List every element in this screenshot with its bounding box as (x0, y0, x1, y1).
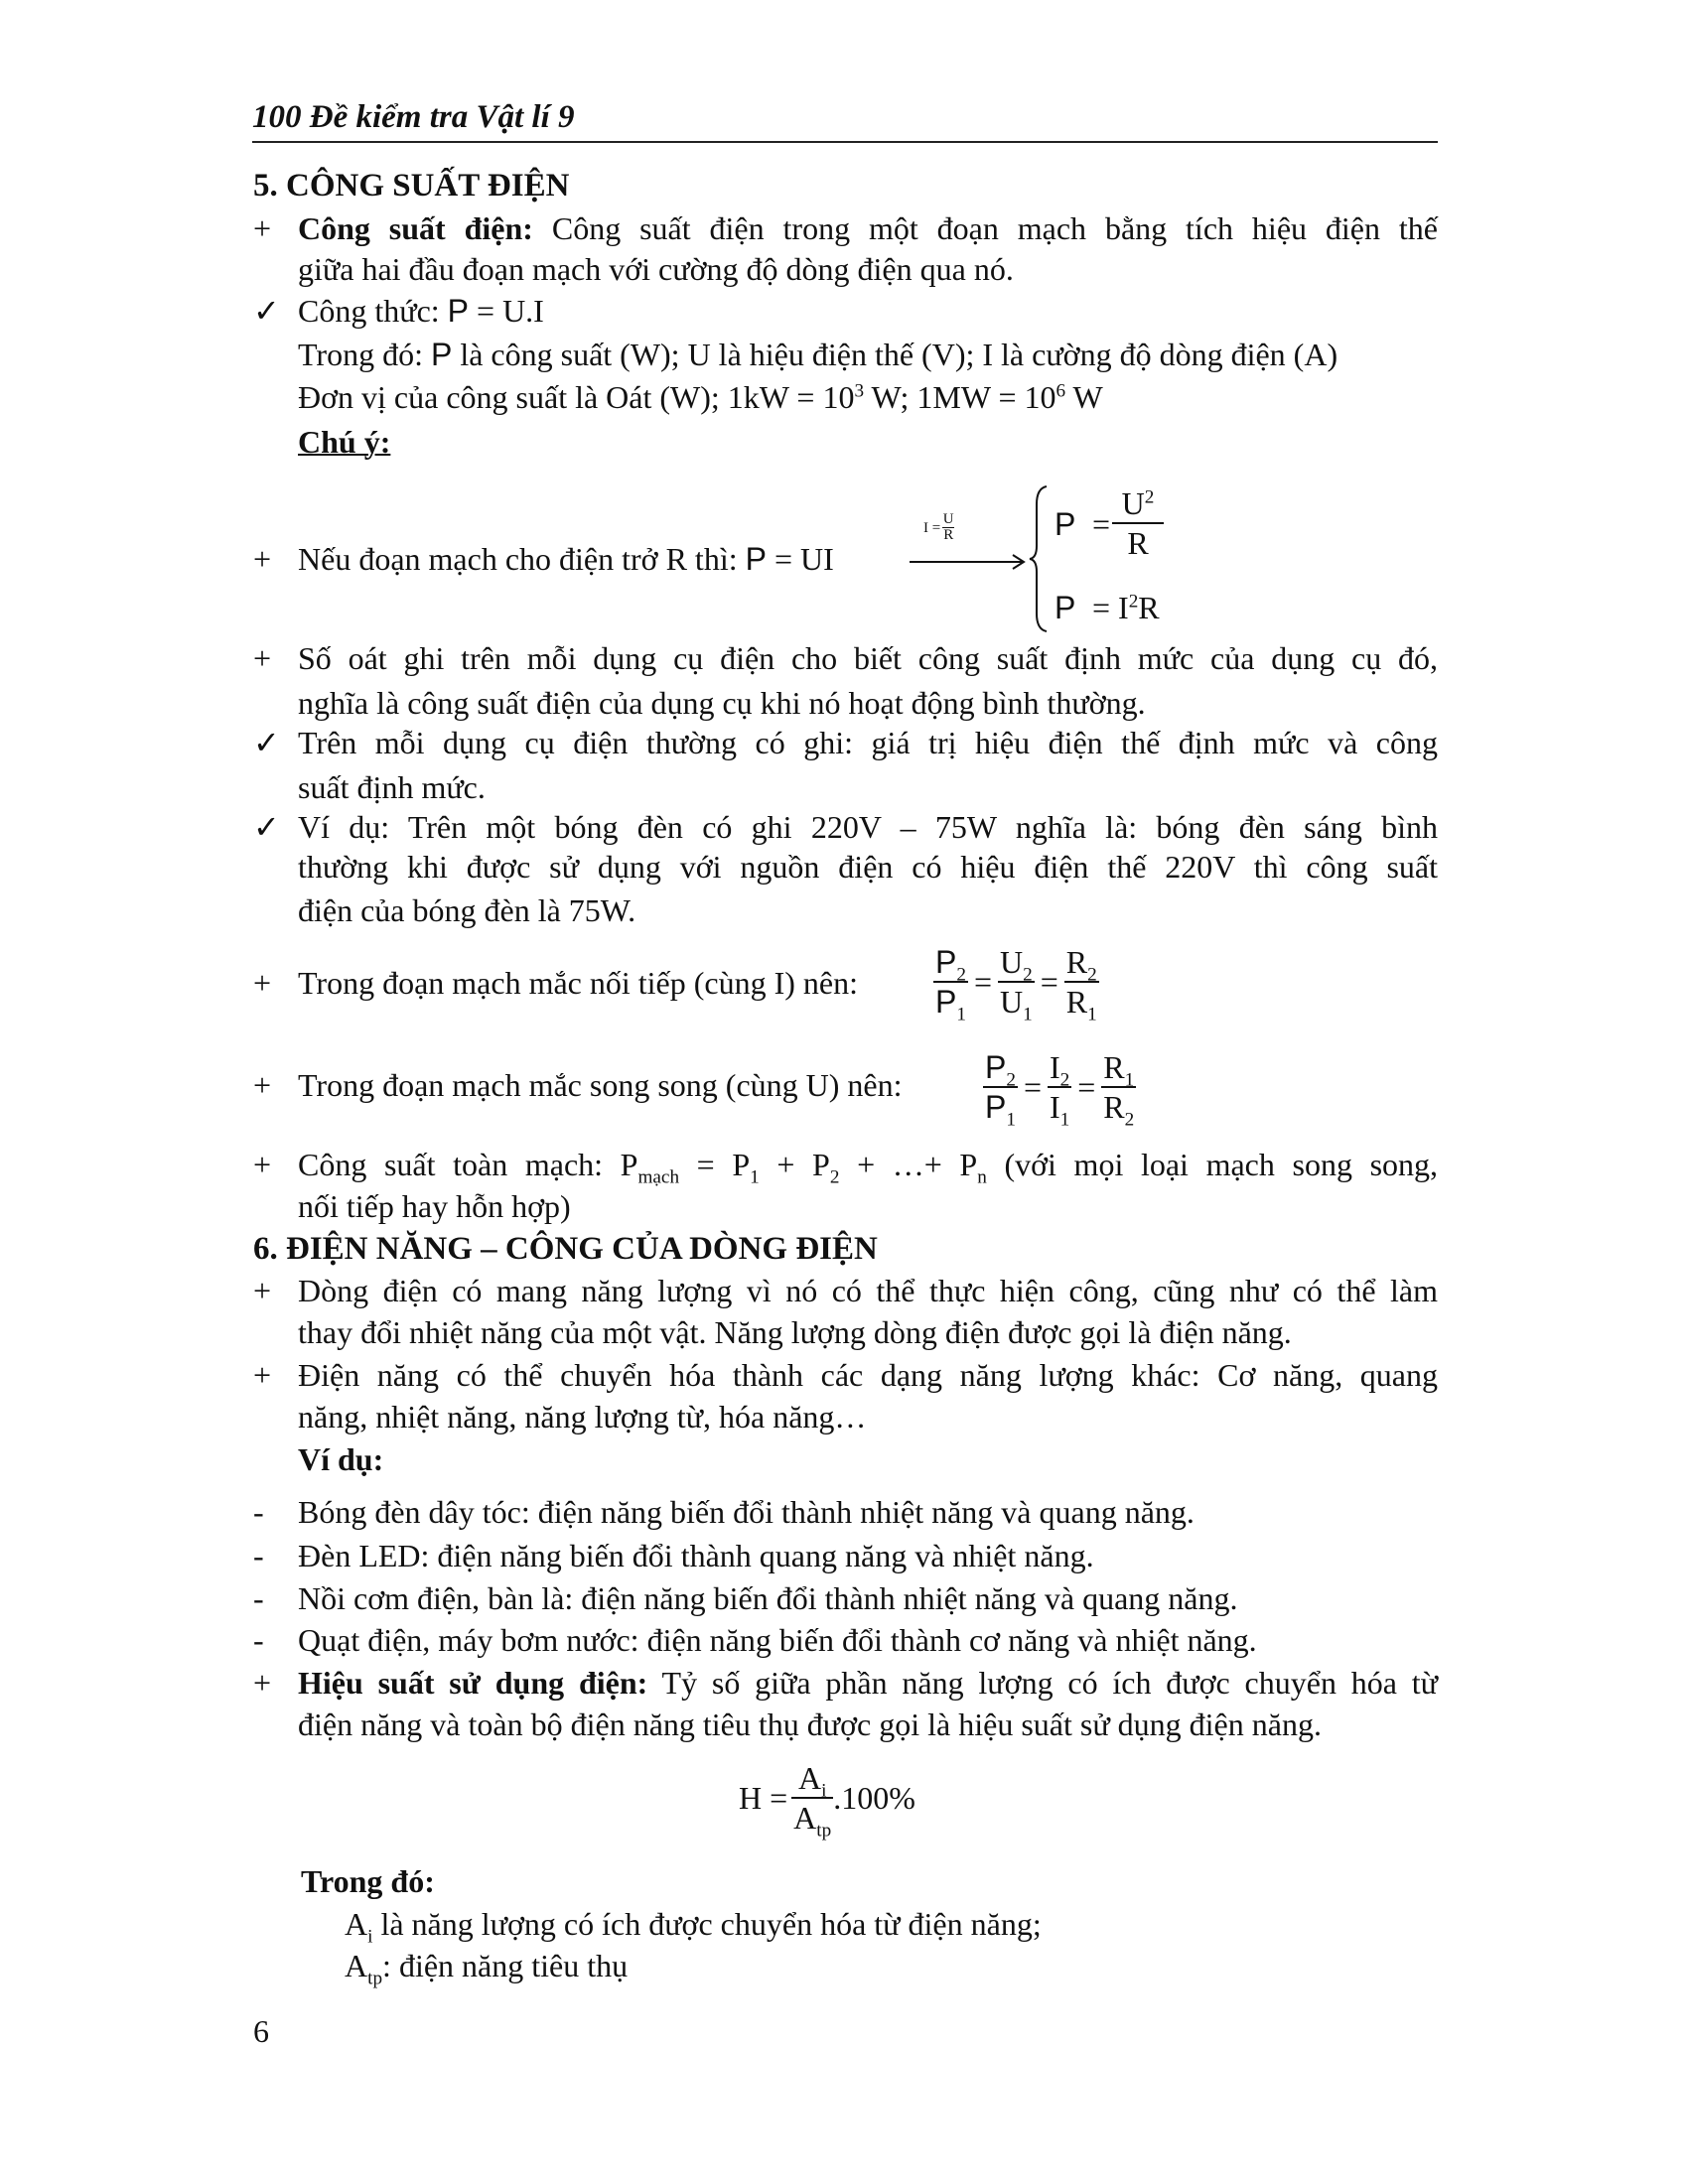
case2-formula: = $I^2R$ (1092, 590, 1160, 625)
power-definition-line-2: giữa hai đầu đoạn mạch với cường độ dòng điện qua nó. (298, 251, 1014, 287)
parallel-ratio-formula (983, 1048, 1136, 1131)
section-6-heading: 6. ĐIỆN NĂNG – CÔNG CỦA DÒNG ĐIỆN (253, 1231, 878, 1267)
series-ratio-formula (933, 943, 1099, 1025)
running-header: 100 Đề kiểm tra Vật lí 9 (252, 99, 575, 135)
plus-bullet-icon: + (253, 965, 272, 1001)
check-bullet-icon: ✓ (253, 293, 280, 329)
where-heading: Trong đó: (301, 1863, 435, 1899)
example-item: Quạt điện, máy bơm nước: điện năng biến đổi thành cơ năng và nhiệt năng. (298, 1622, 1257, 1658)
dash-bullet-icon: - (253, 1494, 264, 1530)
ratio-fraction: $\frac{U_2}{U_1}$ (999, 944, 1033, 1025)
ratio-fraction: $\frac{I_2}{I_1}$ (1049, 1049, 1070, 1131)
ratio-fraction: $\frac{P_2}{P_1}$ (985, 1049, 1016, 1131)
efficiency-label: Hiệu suất sử dụng điện: (298, 1665, 648, 1701)
plus-bullet-icon: + (253, 1067, 272, 1103)
resistor-formula-text: Nếu đoạn mạch cho điện trở R thì: P = UI (298, 541, 834, 577)
equals-sign: = (1023, 1068, 1042, 1105)
dash-bullet-icon: - (253, 1622, 264, 1658)
energy-line-1: Dòng điện có mang năng lượng vì nó có thể thực hiện công, cũng như có thể làm (298, 1273, 1438, 1308)
ratio-fraction: $\frac{P_2}{P_1}$ (935, 944, 966, 1025)
equals-sign: = (1077, 1068, 1096, 1105)
example-heading: Ví dụ: (298, 1441, 384, 1477)
equals-sign: = (973, 963, 992, 1000)
example-item: Bóng đèn dây tóc: điện năng biến đổi thành nhiệt năng và quang năng. (298, 1494, 1195, 1530)
plus-bullet-icon: + (253, 640, 272, 676)
dash-bullet-icon: - (253, 1538, 264, 1573)
total-power-line-2: nối tiếp hay hỗn hợp) (298, 1188, 571, 1224)
note-heading: Chú ý: (298, 424, 391, 460)
formula-legend-line: Trong đó: P là công suất (W); U là hiệu điện thế (V); I là cường độ dòng điện (A) (298, 337, 1338, 372)
energy-line-2: thay đổi nhiệt năng của một vật. Năng lượng dòng điện được gọi là điện năng. (298, 1314, 1292, 1350)
device-label-line-1: Trên mỗi dụng cụ điện thường có ghi: giá trị hiệu điện thế định mức và công (298, 725, 1438, 760)
plus-bullet-icon: + (253, 1357, 272, 1393)
arrow-with-ohm-law: I = U R (910, 512, 1029, 572)
parallel-circuit-text: Trong đoạn mạch mắc song song (cùng U) nên: (298, 1067, 903, 1103)
efficiency-line-1: Hiệu suất sử dụng điện: Tỷ số giữa phần năng lượng có ích được chuyển hóa từ (298, 1665, 1439, 1701)
device-label-line-2: suất định mức. (298, 769, 486, 805)
example-item: Nồi cơm điện, bàn là: điện năng biến đổi thành nhiệt năng và quang năng. (298, 1580, 1238, 1616)
efficiency-line-2: điện năng và toàn bộ điện năng tiêu thụ được gọi là hiệu suất sử dụng điện năng. (298, 1706, 1322, 1742)
check-bullet-icon: ✓ (253, 809, 280, 845)
header-rule (252, 141, 1438, 143)
power-definition-label: Công suất điện: (298, 210, 533, 246)
right-arrow-icon (910, 552, 1029, 572)
case1-fraction: $U^2$ R (1112, 484, 1164, 562)
rated-power-line-1: Số oát ghi trên mỗi dụng cụ điện cho biết công suất định mức của dụng cụ đó, (298, 640, 1438, 676)
plus-bullet-icon: + (253, 541, 272, 577)
plus-bullet-icon: + (253, 1147, 272, 1182)
bulb-example-line-2: thường khi được sử dụng với nguồn điện có hiệu điện thế 220V thì công suất (298, 849, 1438, 885)
plus-bullet-icon: + (253, 210, 272, 246)
page-number: 6 (253, 2013, 269, 2049)
example-item: Đèn LED: điện năng biến đổi thành quang năng và nhiệt năng. (298, 1538, 1094, 1573)
total-power-line-1: Công suất toàn mạch: $P_{mạch} = P_1 + P_2$ + …+ $P_n$ (với mọi loại mạch song song, (298, 1147, 1439, 1188)
efficiency-formula: H = $\frac{A_i}{A_{tp}}$ .100% (739, 1760, 915, 1842)
case2-power-symbol: P (1055, 590, 1076, 625)
power-definition-line-1: Công suất điện: Công suất điện trong một đoạn mạch bằng tích hiệu điện thế (298, 210, 1439, 246)
power-formula-line: Công thức: P = U.I (298, 293, 544, 329)
rated-power-line-2: nghĩa là công suất điện của dụng cụ khi nó hoạt động bình thường. (298, 685, 1146, 721)
check-bullet-icon: ✓ (253, 725, 280, 760)
dash-bullet-icon: - (253, 1580, 264, 1616)
consumed-energy-definition: $A_{tp}$: điện năng tiêu thụ (345, 1948, 629, 1989)
ratio-fraction: $\frac{R_1}{R_2}$ (1103, 1049, 1135, 1131)
case1-equals: = (1092, 506, 1111, 542)
plus-bullet-icon: + (253, 1665, 272, 1701)
conversion-line-2: năng, nhiệt năng, năng lượng từ, hóa năng… (298, 1399, 867, 1434)
conversion-line-1: Điện năng có thể chuyển hóa thành các dạng năng lượng khác: Cơ năng, quang (298, 1357, 1438, 1393)
bulb-example-line-1: Ví dụ: Trên một bóng đèn có ghi 220V – 75W nghĩa là: bóng đèn sáng bình (298, 809, 1438, 845)
equals-sign: = (1040, 963, 1058, 1000)
bulb-example-line-3: điện của bóng đèn là 75W. (298, 892, 636, 928)
plus-bullet-icon: + (253, 1273, 272, 1308)
case1-power-symbol: P (1055, 506, 1076, 542)
series-circuit-text: Trong đoạn mạch mắc nối tiếp (cùng I) nên: (298, 965, 859, 1001)
useful-energy-definition: $A_i$ là năng lượng có ích được chuyển hóa từ điện năng; (345, 1906, 1042, 1948)
left-brace-icon (1029, 484, 1051, 633)
ratio-fraction: $\frac{R_2}{R_1}$ (1065, 944, 1097, 1025)
section-5-heading: 5. CÔNG SUẤT ĐIỆN (253, 168, 570, 204)
units-line: Đơn vị của công suất là Oát (W); $1kW = 10^3$ W; $1MW = 10^6$ W (298, 379, 1103, 415)
